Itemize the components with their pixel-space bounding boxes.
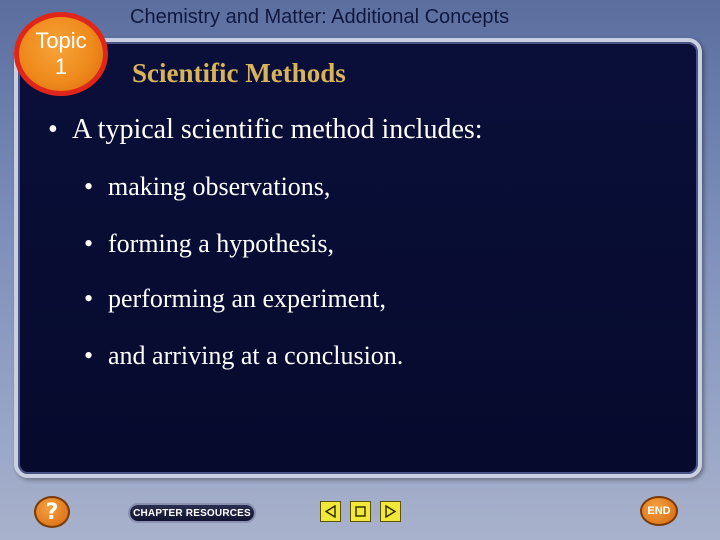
- previous-icon: [324, 505, 337, 518]
- next-icon: [384, 505, 397, 518]
- home-button[interactable]: [350, 501, 371, 522]
- main-bullet: [48, 114, 483, 146]
- help-icon: ?: [45, 499, 59, 525]
- sub-bullet: [84, 341, 403, 371]
- sub-bullet-text: forming a hypothesis,: [108, 229, 335, 258]
- end-label: END: [647, 505, 671, 517]
- chapter-header-title: Chemistry and Matter: Additional Concepts: [130, 6, 510, 28]
- sub-bullet-text: performing an experiment,: [108, 284, 386, 313]
- end-button[interactable]: [640, 496, 678, 526]
- sub-bullet: [84, 284, 386, 314]
- chapter-resources-label: CHAPTER RESOURCES: [133, 507, 251, 519]
- sub-bullet-text: making observations,: [108, 172, 331, 201]
- sub-bullet-text: and arriving at a conclusion.: [108, 341, 404, 370]
- bullet-dot: •: [48, 114, 58, 145]
- sub-bullet: [84, 229, 334, 259]
- main-bullet-text: A typical scientific method includes:: [72, 114, 483, 145]
- home-icon: [354, 505, 367, 518]
- topic-label: Topic: [35, 28, 87, 53]
- bullet-dot: •: [84, 284, 94, 313]
- help-button[interactable]: [34, 496, 70, 528]
- chapter-resources-button[interactable]: [128, 503, 256, 523]
- topic-badge: [14, 12, 108, 96]
- slide-title: Scientific Methods: [132, 58, 346, 88]
- bullet-dot: •: [84, 172, 94, 201]
- bullet-dot: •: [84, 341, 94, 370]
- next-button[interactable]: [380, 501, 401, 522]
- topic-number: 1: [54, 54, 68, 79]
- sub-bullet: [84, 172, 330, 202]
- bullet-dot: •: [84, 229, 94, 258]
- previous-button[interactable]: [320, 501, 341, 522]
